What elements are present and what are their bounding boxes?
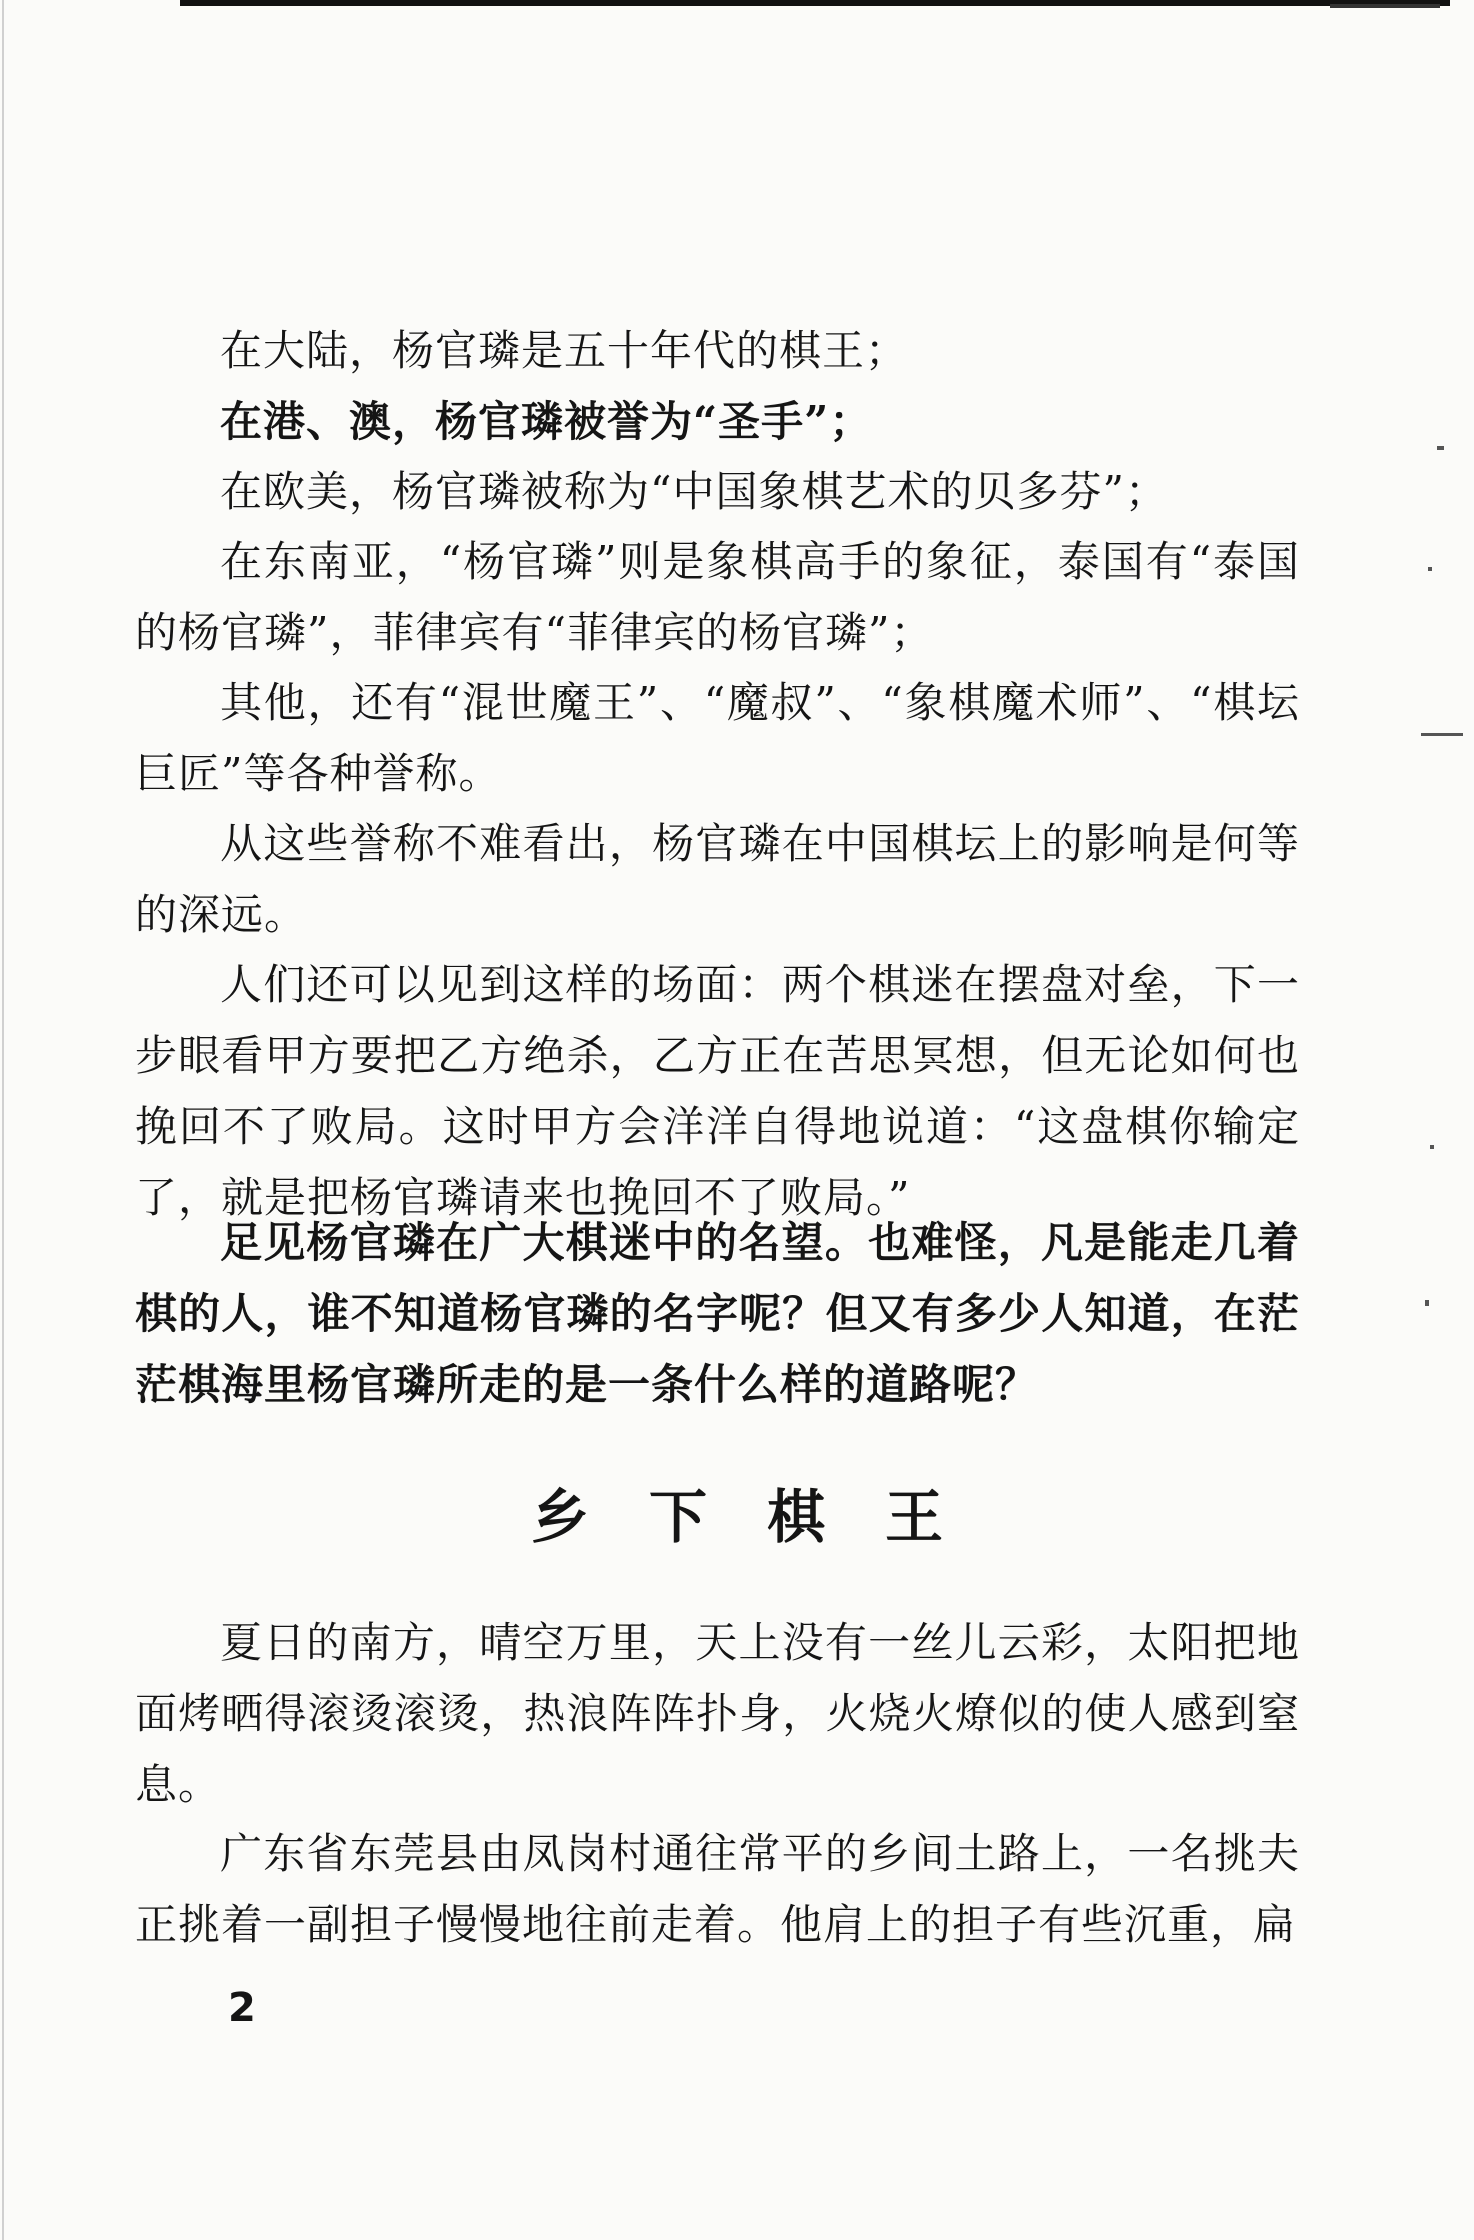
scan-speck	[1428, 567, 1432, 571]
scan-speck	[1430, 1145, 1434, 1149]
paragraph-other-titles: 其他，还有“混世魔王”、“魔叔”、“象棋魔术师”、“棋坛巨匠”等各种誉称。	[135, 678, 1300, 798]
paragraph-game-scene: 人们还可以见到这样的场面：两个棋迷在摆盘对垒，下一步眼看甲方要把乙方绝杀，乙方正在苦思冥想，但无论如何也挽回不了败局。这时甲方会洋洋自得地说道：“这盘棋你输定了，就是把杨官璘请来也挽回不了败局。”	[135, 960, 1300, 1222]
paragraph-summer-day: 夏日的南方，晴空万里，天上没有一丝儿云彩，太阳把地面烤晒得滚烫滚烫，热浪阵阵扑身，火烧火燎似的使人感到窒息。	[135, 1618, 1300, 1809]
section-title: 乡下棋王	[530, 1483, 1003, 1551]
paragraph-mainland: 在大陆，杨官璘是五十年代的棋王；	[220, 326, 909, 375]
scan-speck	[1421, 733, 1463, 736]
scan-speck	[1425, 1300, 1429, 1306]
paragraph-porter: 广东省东莞县由凤岗村通往常平的乡间土路上，一名挑夫正挑着一副担子慢慢地往前走着。他肩上的担子有些沉重，扁	[135, 1829, 1300, 1949]
page-number: 2	[228, 1985, 256, 2031]
paragraph-influence: 从这些誉称不难看出，杨官璘在中国棋坛上的影响是何等的深远。	[135, 819, 1300, 939]
scan-speck	[1437, 446, 1444, 450]
paragraph-hk-macao: 在港、澳，杨官璘被誉为“圣手”；	[220, 397, 873, 446]
paragraph-europe-america: 在欧美，杨官璘被称为“中国象棋艺术的贝多芬”；	[220, 467, 1168, 516]
paragraph-southeast-asia: 在东南亚，“杨官璘”则是象棋高手的象征，泰国有“泰国的杨官璘”，菲律宾有“菲律宾的杨官璘”；	[135, 537, 1300, 657]
paragraph-reputation: 足见杨官璘在广大棋迷中的名望。也难怪，凡是能走几着棋的人，谁不知道杨官璘的名字呢？但又有多少人知道，在茫茫棋海里杨官璘所走的是一条什么样的道路呢？	[135, 1218, 1300, 1409]
